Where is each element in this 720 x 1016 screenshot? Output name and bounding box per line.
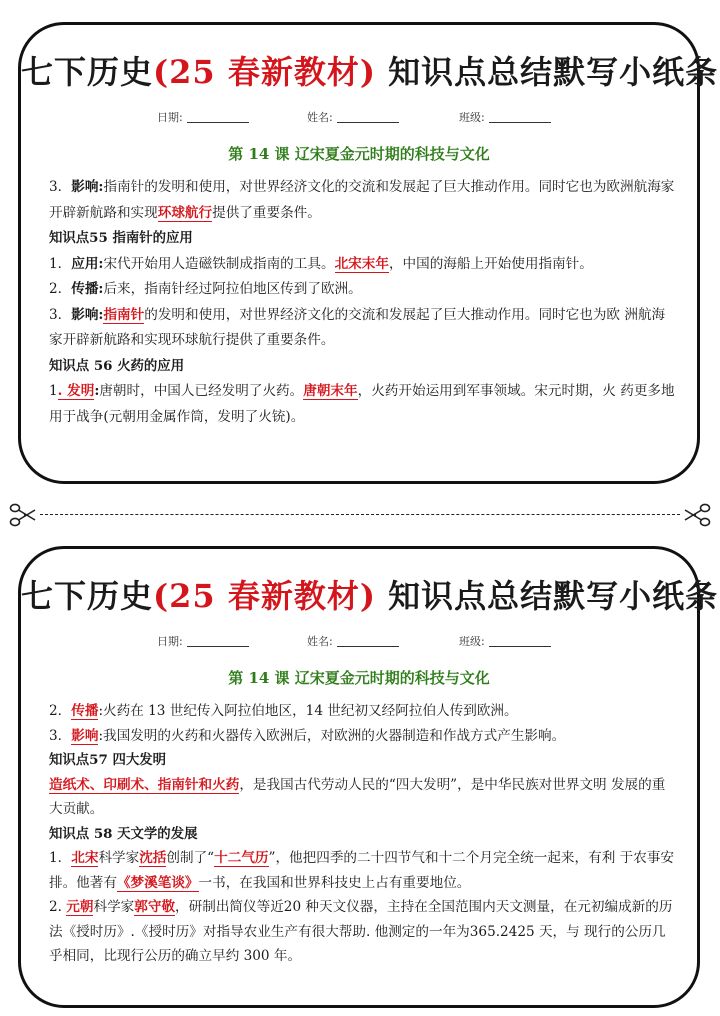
class-label: 班级: <box>459 635 485 648</box>
key-term: 北宋末年 <box>334 255 389 272</box>
item-number: 3． <box>49 306 72 323</box>
title-suffix: 知识点总结默写小纸条 <box>388 53 719 91</box>
dashed-line <box>40 514 680 515</box>
item-label: 影响: <box>71 306 104 323</box>
name-field <box>307 109 399 125</box>
item-label: 影响: <box>71 179 104 195</box>
paragraph <box>49 252 677 278</box>
item-label: 传播: <box>71 281 104 297</box>
name-label: 姓名: <box>307 111 333 124</box>
item-text: 科学家 <box>93 899 135 915</box>
title-suffix: 知识点总结默写小纸条 <box>388 577 719 615</box>
page-title <box>21 47 719 93</box>
note-card-top <box>18 22 719 484</box>
item-text: 创制了“ <box>166 850 215 866</box>
paragraph <box>49 277 677 303</box>
item-number: 3． <box>49 727 72 744</box>
key-term: 沈括 <box>139 850 167 866</box>
class-field <box>459 109 551 125</box>
item-text: ，火药开始运用到军事领域。宋元时期，火 药更多地用于战争(元朝用金属作筒，发明了火铳)。 <box>49 383 675 425</box>
item-text: 一书，在我国和世界科技史上占有重要地位。 <box>198 874 471 891</box>
section-heading: 知识点 58 天文学的发展 <box>49 825 198 842</box>
item-text: ，是我国古代劳动人民的“四大发明”，是中华民族对世界文明 发展的重大贡献。 <box>49 776 666 817</box>
item-text: :我国发明的火药和火器传入欧洲后，对欧洲的火器制造和作战方式产生影响。 <box>98 727 566 744</box>
class-label: 班级: <box>459 111 485 124</box>
key-term: . 发明 <box>57 383 95 399</box>
name-blank <box>337 122 399 123</box>
key-term: 唐朝末年 <box>303 383 358 399</box>
paragraph <box>49 699 677 724</box>
lesson-title: 第 14 课 辽宋夏金元时期的科技与文化 <box>228 669 490 687</box>
item-text: 宋代开始用人造磁铁制成指南的工具。 <box>103 255 335 272</box>
lesson-title: 第 14 课 辽宋夏金元时期的科技与文化 <box>228 145 490 163</box>
paragraph <box>49 303 677 354</box>
item-number: 2. <box>49 899 67 915</box>
title-prefix: 七下历史 <box>21 53 154 91</box>
item-number: 1 <box>49 383 58 399</box>
key-term: 郭守敬 <box>134 899 176 915</box>
class-field <box>459 633 551 649</box>
key-term: 环球航行 <box>157 204 213 221</box>
date-label: 日期: <box>157 635 183 648</box>
name-label: 姓名: <box>307 635 333 648</box>
item-text: ”，他把四季的二十四节气和十二个月完全统一起来，有利 于农事安排。他著有 <box>49 850 675 891</box>
key-term: 造纸术、印刷术、指南针和火药 <box>49 776 240 793</box>
date-field <box>157 633 249 649</box>
card-body <box>49 175 677 430</box>
card-body <box>49 699 677 969</box>
item-label: 应用: <box>71 255 104 272</box>
title-highlight: (25 春新教材) <box>153 577 376 615</box>
class-blank <box>489 646 551 647</box>
item-text: ，中国的海船上开始使用指南针。 <box>388 255 593 272</box>
item-number: 2． <box>49 281 72 297</box>
item-text: 提供了重要条件。 <box>212 204 321 221</box>
title-highlight: (25 春新教材) <box>153 53 376 91</box>
section-heading: 知识点57 四大发明 <box>49 752 167 768</box>
date-blank <box>187 646 249 647</box>
item-number: 1． <box>49 850 72 866</box>
name-field <box>307 633 399 649</box>
key-term: 十二气历 <box>214 850 269 866</box>
paragraph <box>49 724 677 749</box>
key-term: 北宋 <box>71 850 99 866</box>
item-text: 指南针的发明和使用，对世界经济文化的交流和发展起了巨大推动作用。同时它也为欧洲航海家开辟新航路和实现 <box>49 179 675 221</box>
paragraph <box>49 846 677 895</box>
date-label: 日期: <box>157 111 183 124</box>
key-term: 《梦溪笔谈》 <box>116 874 199 891</box>
paragraph <box>49 773 677 822</box>
key-term: 元朝 <box>66 899 94 915</box>
item-text: :火药在 13 世纪传入阿拉伯地区，14 世纪初又经阿拉伯人传到欧洲。 <box>98 703 518 719</box>
paragraph <box>49 895 677 969</box>
title-prefix: 七下历史 <box>21 577 154 615</box>
item-text: ，研制出简仪等近20 种天文仪器，主持在全国范围内天文测量，在元初编成新的历法《授时历》.《授时历》对指导农业生产有很大帮助. 他测定的一年为365.2425 天，与 现行的公历几乎相同，比现行公历的确立早约 300 年。 <box>49 899 673 964</box>
class-blank <box>489 122 551 123</box>
date-field <box>157 109 249 125</box>
date-blank <box>187 122 249 123</box>
item-text: 科学家 <box>98 850 140 866</box>
item-text: 后来，指南针经过阿拉伯地区传到了欧洲。 <box>103 281 362 297</box>
item-number: 1． <box>49 255 72 272</box>
key-term: 指南针 <box>103 306 145 323</box>
item-number: 2． <box>49 703 72 719</box>
paragraph <box>49 379 677 430</box>
paragraph <box>49 175 677 226</box>
item-text: 的发明和使用，对世界经济文化的交流和发展起了巨大推动作用。同时它也为欧 洲航海家开辟新航路和实现环球航行提供了重要条件。 <box>49 306 666 348</box>
section-heading: 知识点55 指南针的应用 <box>49 230 193 246</box>
scissors-icon <box>682 500 712 530</box>
note-card-bottom <box>18 546 719 1008</box>
scissors-icon <box>8 500 38 530</box>
key-term: 传播 <box>71 703 99 719</box>
cut-line <box>0 500 720 530</box>
page-title <box>21 571 719 617</box>
item-number: 3． <box>49 179 72 195</box>
name-blank <box>337 646 399 647</box>
section-heading: 知识点 56 火药的应用 <box>49 357 185 374</box>
item-colon: : <box>94 383 100 399</box>
item-text: 唐朝时，中国人已经发明了火药。 <box>99 383 304 399</box>
key-term: 影响 <box>71 727 99 744</box>
